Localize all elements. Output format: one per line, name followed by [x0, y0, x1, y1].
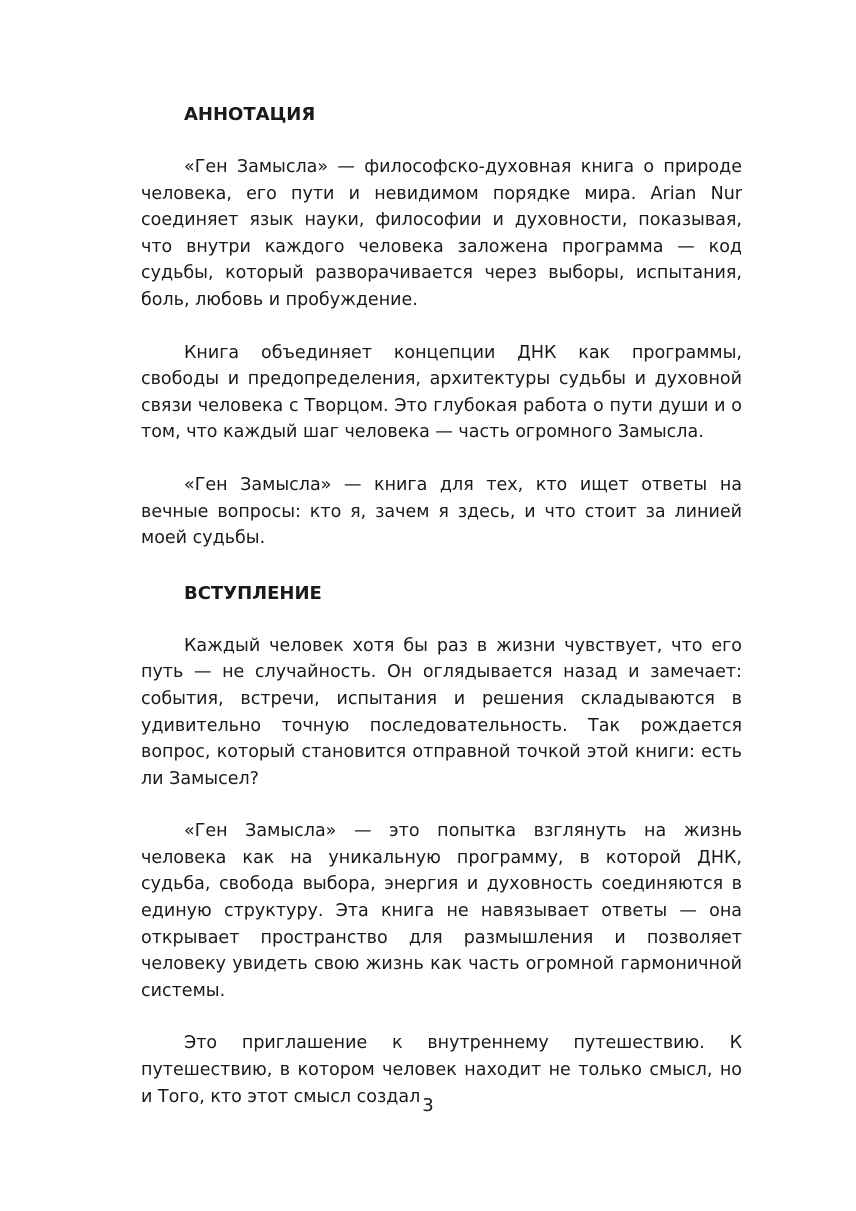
page-content — [141, 101, 742, 1136]
introduction-paragraph: «Ген Замысла» — это попытка взглянуть на жизнь человека как на уникальную программу, в которой ДНК, судьба, свобода выбора, энергия и духовность соединяются в единую структуру. Эта книга не навязывает ответы — она открывает пространство для размышления и позволяет человеку увидеть свою жизнь как часть огромной гармоничной системы. — [141, 821, 742, 1001]
annotation-paragraph: «Ген Замысла» — философско-духовная книга о природе человека, его пути и невидимом порядке мира. Arian Nur соединяет язык науки, философии и духовности, показывая, что внутри каждого человека заложена программа — код судьбы, который разворачивается через выборы, испытания, боль, любовь и пробуждение. — [141, 157, 742, 310]
introduction-paragraph: Каждый человек хотя бы раз в жизни чувствует, что его путь — не случайность. Он оглядывается назад и замечает: события, встречи, испытания и решения складываются в удивительно точную последовательность. Так рождается вопрос, который становится отправной точкой этой книги: есть ли Замысел? — [141, 635, 742, 789]
introduction-heading: ВСТУПЛЕНИЕ — [184, 582, 322, 604]
annotation-heading: АННОТАЦИЯ — [184, 104, 316, 125]
annotation-paragraph: «Ген Замысла» — книга для тех, кто ищет ответы на вечные вопросы: кто я, зачем я здесь, и что стоит за линией моей судьбы. — [141, 474, 742, 549]
page-number: 3 — [422, 1095, 434, 1116]
annotation-paragraph: Книга объединяет концепции ДНК как программы, свободы и предопределения, архитектуры судьбы и духовной связи человека с Творцом. Это глубокая работа о пути души и о том, что каждый шаг человека — часть огромного Замысла. — [141, 342, 742, 443]
introduction-paragraph: Это приглашение к внутреннему путешествию. К путешествию, в котором человек находит не только смысл, но и Того, кто этот смысл создал — [141, 1033, 742, 1107]
